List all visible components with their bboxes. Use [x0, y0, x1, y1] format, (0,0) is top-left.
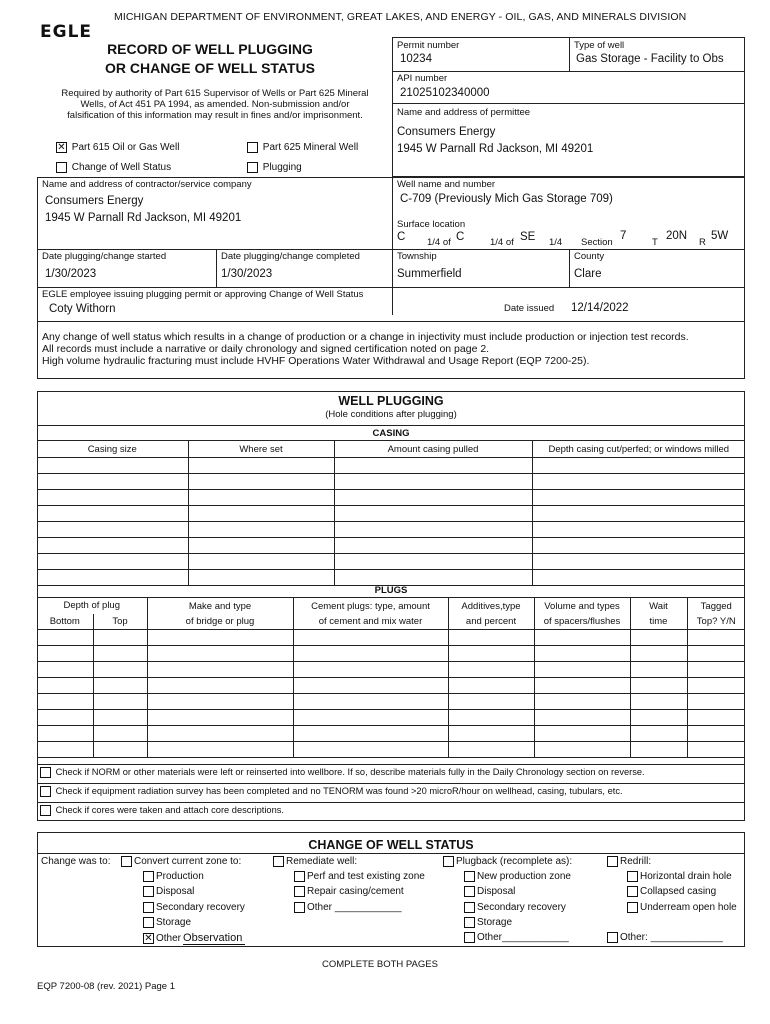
redrill-underream-label: Underream open hole	[640, 902, 737, 914]
casing-table	[37, 440, 745, 586]
part615-label: Part 615 Oil or Gas Well	[71, 142, 180, 154]
plugback-other-option[interactable]	[464, 932, 569, 943]
egle-logo: EGLE	[40, 22, 93, 42]
api-number-label: API number	[397, 73, 448, 84]
authority-text	[40, 88, 390, 121]
plugback-other-label: Other____________	[477, 932, 569, 944]
remediate-repair-option[interactable]	[294, 886, 404, 897]
convert-zone-checkbox[interactable]	[121, 856, 132, 867]
form-number: EQP 7200-08 (rev. 2021) Page 1	[37, 981, 176, 992]
convert-production-checkbox[interactable]	[143, 871, 154, 882]
redrill-horizontal-label: Horizontal drain hole	[640, 871, 732, 883]
plug-row[interactable]	[37, 662, 745, 678]
remediate-label: Remediate well:	[286, 856, 358, 868]
redrill-label: Redrill:	[620, 856, 652, 868]
norm-check-label: Check if NORM or other materials were left or reinserted into wellbore. If so, describe materials fully in the Daily Chronology section on reverse.	[55, 767, 645, 777]
convert-storage-checkbox[interactable]	[143, 917, 154, 928]
plugback-new-zone-checkbox[interactable]	[464, 871, 475, 882]
township-number-value[interactable]: 20N	[666, 230, 688, 242]
remediate-perf-option[interactable]	[294, 871, 425, 882]
well-name-label: Well name and number	[397, 179, 496, 190]
authority-line-1: Required by authority of Part 615 Supervisor of Wells or Part 625 Mineral	[61, 88, 369, 99]
remediate-other-label: Other ____________	[307, 902, 402, 914]
permit-number-value[interactable]: 10234	[400, 53, 432, 65]
quarter-3-label: 1/4	[549, 237, 563, 248]
plug-col-cement: Cement plugs: type, amount of cement and mix water	[293, 598, 448, 630]
permittee-name[interactable]: Consumers Energy	[397, 126, 496, 138]
plugback-checkbox[interactable]	[443, 856, 454, 867]
permit-number-label: Permit number	[397, 40, 460, 51]
well-type-value[interactable]: Gas Storage - Facility to Obs	[576, 53, 724, 65]
change-status-label: Change of Well Status	[71, 162, 172, 174]
casing-col-size: Casing size	[37, 441, 188, 458]
casing-row[interactable]	[37, 538, 745, 554]
plug-col-tagged: Tagged Top? Y/N	[687, 598, 745, 630]
change-status-checkbox[interactable]	[56, 162, 67, 173]
cores-check-option[interactable]	[40, 805, 284, 816]
plug-row[interactable]	[37, 710, 745, 726]
convert-secondary-checkbox[interactable]	[143, 902, 154, 913]
agency-header: MICHIGAN DEPARTMENT OF ENVIRONMENT, GREAT LAKES, AND ENERGY - OIL, GAS, AND MINERALS DIVISION	[114, 11, 687, 23]
convert-other-option[interactable]	[143, 932, 245, 945]
remediate-checkbox[interactable]	[273, 856, 284, 867]
remediate-repair-checkbox[interactable]	[294, 886, 305, 897]
convert-storage-label: Storage	[156, 917, 192, 929]
well-type-label: Type of well	[574, 40, 625, 51]
remediate-perf-label: Perf and test existing zone	[307, 871, 425, 883]
plugback-new-zone-option[interactable]	[464, 871, 571, 882]
casing-row[interactable]	[37, 522, 745, 538]
quarter-2-label: 1/4 of	[490, 237, 514, 248]
part615-option[interactable]	[56, 142, 179, 153]
plugs-title: PLUGS	[374, 585, 408, 596]
convert-disposal-label: Disposal	[156, 886, 195, 898]
other2-label: Other: _____________	[620, 932, 723, 944]
quarter-2-value[interactable]: C	[456, 231, 465, 243]
date-completed-label: Date plugging/change completed	[221, 251, 360, 262]
casing-row[interactable]	[37, 554, 745, 570]
well-plugging-title: WELL PLUGGING	[338, 394, 444, 408]
convert-disposal-option[interactable]	[143, 886, 194, 897]
casing-col-where: Where set	[188, 441, 334, 458]
plug-row[interactable]	[37, 726, 745, 742]
date-started-label: Date plugging/change started	[42, 251, 167, 262]
radiation-check-label: Check if equipment radiation survey has been completed and no TENORM was found >20 microR/hour on wellhead, casing, tubulars, etc.	[55, 786, 623, 796]
complete-both-pages: COMPLETE BOTH PAGES	[322, 959, 438, 970]
redrill-collapsed-option[interactable]	[627, 886, 716, 897]
casing-row[interactable]	[37, 570, 745, 586]
convert-storage-option[interactable]	[143, 917, 191, 928]
part625-checkbox[interactable]	[247, 142, 258, 153]
plug-row[interactable]	[37, 630, 745, 646]
notice-line-1: Any change of well status which results in a change of production or a change in injectivity must include production or injection test records.	[42, 331, 689, 343]
casing-col-depth: Depth casing cut/perfed; or windows milled	[532, 441, 745, 458]
notice-text	[42, 331, 689, 367]
well-name-value[interactable]: C-709 (Previously Mich Gas Storage 709)	[400, 193, 613, 205]
plugback-storage-option[interactable]	[464, 917, 512, 928]
plugback-new-zone-label: New production zone	[477, 871, 571, 883]
norm-check-option[interactable]	[40, 767, 645, 778]
api-number-value[interactable]: 21025102340000	[400, 87, 490, 99]
notice-line-3: High volume hydraulic fracturing must include HVHF Operations Water Withdrawal and Usage Report (EQP 7200-25).	[42, 355, 590, 367]
section-label: Section	[581, 237, 613, 248]
date-issued-value[interactable]: 12/14/2022	[571, 302, 629, 314]
plug-col-volume: Volume and types of spacers/flushes	[534, 598, 630, 630]
date-started-value[interactable]: 1/30/2023	[45, 268, 97, 280]
plugback-label: Plugback (recomplete as):	[456, 856, 573, 868]
township-t-label: T	[652, 237, 658, 248]
redrill-checkbox[interactable]	[607, 856, 618, 867]
remediate-perf-checkbox[interactable]	[294, 871, 305, 882]
convert-zone-label: Convert current zone to:	[134, 856, 242, 868]
convert-other-checkbox[interactable]: ✕	[144, 932, 153, 944]
township-label: Township	[397, 251, 437, 262]
contractor-address[interactable]: 1945 W Parnall Rd Jackson, MI 49201	[45, 212, 242, 224]
plugback-disposal-label: Disposal	[477, 886, 516, 898]
plugging-option[interactable]	[247, 162, 302, 173]
title-line-1: RECORD OF WELL PLUGGING	[107, 41, 313, 57]
remediate-option[interactable]	[273, 856, 357, 867]
change-was-to-label: Change was to:	[41, 856, 111, 867]
section-value[interactable]: 7	[620, 230, 627, 242]
quarter-1-label: 1/4 of	[427, 237, 451, 248]
plug-col-bottom: Bottom	[37, 614, 93, 630]
plug-row[interactable]	[37, 646, 745, 662]
plugback-other-checkbox[interactable]	[464, 932, 475, 943]
redrill-option[interactable]	[607, 856, 651, 867]
casing-col-amount: Amount casing pulled	[334, 441, 532, 458]
contractor-name[interactable]: Consumers Energy	[45, 195, 144, 207]
convert-disposal-checkbox[interactable]	[143, 886, 154, 897]
range-r-label: R	[699, 237, 706, 248]
permittee-address[interactable]: 1945 W Parnall Rd Jackson, MI 49201	[397, 143, 594, 155]
casing-row[interactable]	[37, 506, 745, 522]
plug-col-top: Top	[93, 614, 147, 630]
plug-col-additives: Additives,type and percent	[448, 598, 534, 630]
plugback-secondary-label: Secondary recovery	[477, 902, 566, 914]
contractor-label: Name and address of contractor/service company	[42, 179, 252, 190]
convert-production-option[interactable]	[143, 871, 204, 882]
plugback-secondary-checkbox[interactable]	[464, 902, 475, 913]
employee-label: EGLE employee issuing plugging permit or approving Change of Well Status	[42, 289, 364, 300]
cores-checkbox[interactable]	[40, 805, 51, 816]
plugs-table	[37, 597, 745, 758]
norm-checkbox[interactable]	[40, 767, 51, 778]
convert-secondary-option[interactable]	[143, 902, 245, 913]
surface-location-label: Surface location	[397, 219, 466, 230]
date-issued-label: Date issued	[504, 303, 555, 314]
redrill-collapsed-label: Collapsed casing	[640, 886, 717, 898]
plugback-disposal-checkbox[interactable]	[464, 886, 475, 897]
plug-col-make: Make and type of bridge or plug	[147, 598, 293, 630]
authority-line-3: falsification of this information may result in fines and/or imprisonment.	[67, 110, 363, 121]
plugging-label: Plugging	[262, 162, 302, 174]
notice-line-2: All records must include a narrative or daily chronology and signed certification noted on page 2.	[42, 343, 490, 355]
redrill-underream-option[interactable]	[627, 902, 737, 913]
redrill-horizontal-checkbox[interactable]	[627, 871, 638, 882]
county-label: County	[574, 251, 605, 262]
other2-checkbox[interactable]	[607, 932, 618, 943]
township-value[interactable]: Summerfield	[397, 268, 462, 280]
permittee-label: Name and address of permittee	[397, 107, 531, 118]
casing-title: CASING	[372, 428, 410, 439]
title-line-2: OR CHANGE OF WELL STATUS	[105, 60, 315, 76]
convert-other-label: Other	[156, 933, 182, 944]
employee-value[interactable]: Coty Withorn	[49, 303, 116, 315]
redrill-horizontal-option[interactable]	[627, 871, 732, 882]
plugback-secondary-option[interactable]	[464, 902, 566, 913]
redrill-collapsed-checkbox[interactable]	[627, 886, 638, 897]
form-title	[60, 40, 360, 78]
plugback-storage-label: Storage	[477, 917, 513, 929]
convert-other-value[interactable]: Observation	[183, 932, 245, 945]
quarter-1-value[interactable]: C	[397, 231, 406, 243]
well-plugging-subtitle: (Hole conditions after plugging)	[325, 409, 457, 420]
change-status-option[interactable]	[56, 162, 171, 173]
part625-label: Part 625 Mineral Well	[262, 142, 359, 154]
plugging-checkbox[interactable]	[247, 162, 258, 173]
plugback-storage-checkbox[interactable]	[464, 917, 475, 928]
plugback-disposal-option[interactable]	[464, 886, 515, 897]
remediate-repair-label: Repair casing/cement	[307, 886, 404, 898]
remediate-other-option[interactable]	[294, 902, 402, 913]
part615-checkbox[interactable]: ✕	[57, 142, 66, 153]
redrill-underream-checkbox[interactable]	[627, 902, 638, 913]
quarter-3-value[interactable]: SE	[520, 231, 536, 243]
plug-row[interactable]	[37, 742, 745, 758]
part625-option[interactable]	[247, 142, 358, 153]
radiation-check-option[interactable]	[40, 786, 623, 797]
casing-row[interactable]	[37, 458, 745, 474]
plug-col-depth: Depth of plug	[37, 598, 147, 614]
remediate-other-checkbox[interactable]	[294, 902, 305, 913]
casing-row[interactable]	[37, 474, 745, 490]
convert-production-label: Production	[156, 871, 204, 883]
plug-col-wait: Wait time	[630, 598, 687, 630]
cores-check-label: Check if cores were taken and attach core descriptions.	[55, 805, 284, 815]
county-value[interactable]: Clare	[574, 268, 602, 280]
range-value[interactable]: 5W	[711, 230, 729, 242]
authority-line-2: Wells, of Act 451 PA 1994, as amended. Non-submission and/or	[80, 99, 350, 110]
plug-row[interactable]	[37, 694, 745, 710]
casing-row[interactable]	[37, 490, 745, 506]
radiation-checkbox[interactable]	[40, 786, 51, 797]
date-completed-value[interactable]: 1/30/2023	[221, 268, 273, 280]
other2-option[interactable]	[607, 932, 723, 943]
plug-row[interactable]	[37, 678, 745, 694]
plugback-option[interactable]	[443, 856, 572, 867]
change-status-title: CHANGE OF WELL STATUS	[308, 838, 474, 852]
convert-zone-option[interactable]	[121, 856, 241, 867]
convert-secondary-label: Secondary recovery	[156, 902, 245, 914]
